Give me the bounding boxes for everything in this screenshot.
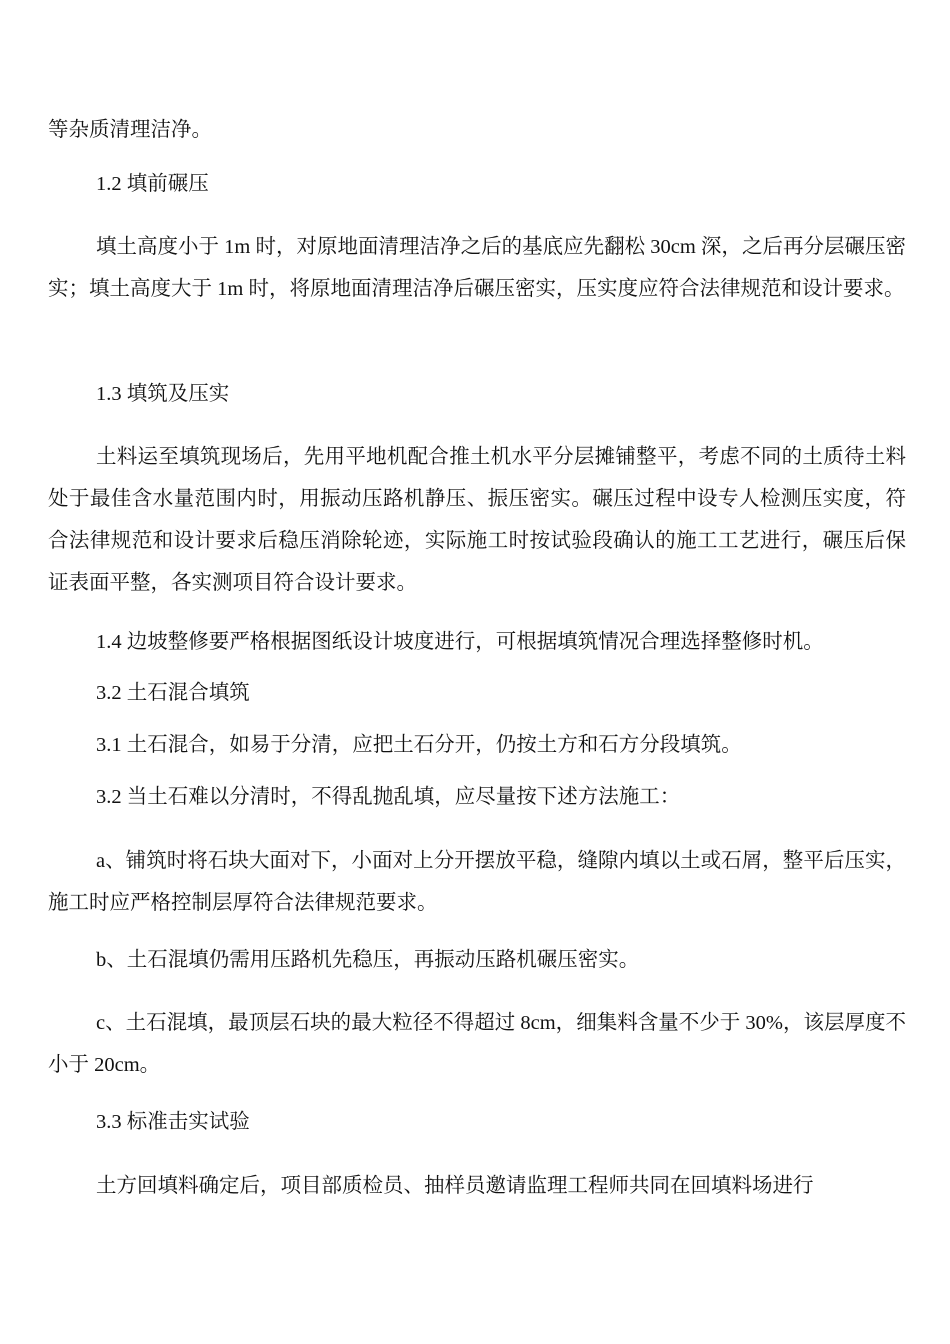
list-item-a: a、铺筑时将石块大面对下，小面对上分开摆放平稳，缝隙内填以土或石屑，整平后压实，施工时应严格控制层厚符合法律规范要求。	[48, 850, 906, 914]
section-heading-3-2: 3.2 土石混合填筑	[96, 682, 250, 704]
paragraph-3-1: 3.1 土石混合，如易于分清，应把土石分开，仍按土方和石方分段填筑。	[96, 734, 742, 756]
paragraph-standard-compaction-test: 土方回填料确定后，项目部质检员、抽样员邀请监理工程师共同在回填料场进行	[96, 1175, 814, 1197]
paragraph-filling-compaction: 土料运至填筑现场后，先用平地机配合推土机水平分层摊铺整平，考虑不同的土质待土料处于最佳含水量范围内时，用振动压路机静压、振压密实。碾压过程中设专人检测压实度，符合法律规范和设计要求后稳压消除轮迹，实际施工时按试验段确认的施工工艺进行，碾压后保证表面平整，各实测项目符合设计要求。	[48, 446, 906, 594]
paragraph-3-2: 3.2 当土石难以分清时，不得乱抛乱填，应尽量按下述方法施工：	[96, 786, 681, 808]
list-item-b: b、土石混填仍需用压路机先稳压，再振动压路机碾压密实。	[96, 949, 640, 971]
section-heading-3-3: 3.3 标准击实试验	[96, 1111, 250, 1133]
paragraph-slope-trimming: 1.4 边坡整修要严格根据图纸设计坡度进行，可根据填筑情况合理选择整修时机。	[96, 631, 824, 653]
section-heading-1-3: 1.3 填筑及压实	[96, 383, 230, 405]
list-item-c: c、土石混填，最顶层石块的最大粒径不得超过 8cm，细集料含量不少于 30%，该层厚度不小于 20cm。	[48, 1012, 906, 1076]
paragraph-fill-compaction: 填土高度小于 1m 时，对原地面清理洁净之后的基底应先翻松 30cm 深，之后再分层碾压密实；填土高度大于 1m 时，将原地面清理洁净后碾压密实，压实度应符合法律规范和设计要求。	[48, 236, 906, 300]
paragraph-continuation: 等杂质清理洁净。	[48, 119, 212, 141]
section-heading-1-2: 1.2 填前碾压	[96, 173, 209, 195]
